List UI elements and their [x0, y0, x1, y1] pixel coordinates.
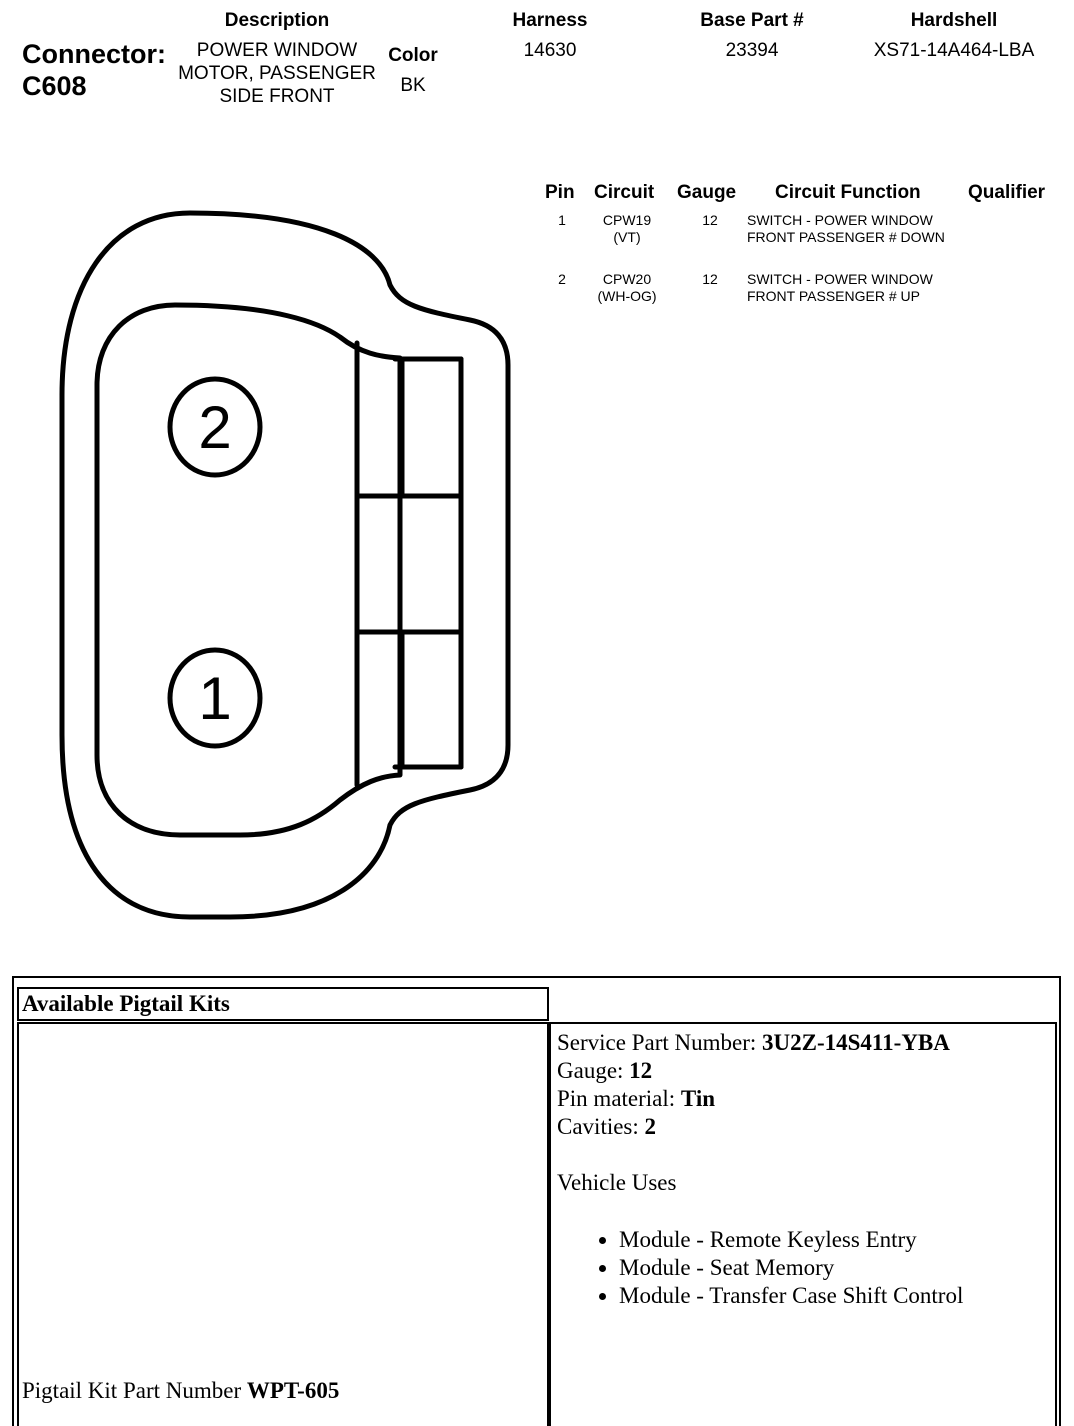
connector-id: C608 — [22, 71, 87, 101]
table-row-circuit: CPW19 (VT) — [602, 212, 652, 245]
vehicle-uses-list — [557, 1226, 1051, 1310]
pin-column-header: Pin — [545, 182, 575, 203]
table-row-gauge: 12 — [702, 271, 718, 287]
harness-value: 14630 — [523, 40, 577, 61]
color-header: Color — [388, 45, 438, 66]
pin-2-label: 2 — [198, 394, 232, 461]
pigtail-title: Available Pigtail Kits — [22, 991, 230, 1016]
description-header: Description — [224, 10, 330, 31]
list-item: • Module - Remote Keyless Entry — [619, 1226, 1051, 1254]
pin-material-detail: Pin material: Tin — [557, 1086, 716, 1111]
gauge-detail: Gauge: 12 — [557, 1058, 653, 1083]
color-value: BK — [400, 75, 426, 96]
table-row-gauge: 12 — [702, 212, 718, 228]
connector-title — [22, 38, 166, 102]
pigtail-details-cell — [549, 1022, 1057, 1426]
pin-1-label: 1 — [198, 665, 232, 732]
service-part-number: Service Part Number: 3U2Z-14S411-YBA — [557, 1030, 950, 1055]
list-item: • Module - Transfer Case Shift Control — [619, 1282, 1051, 1310]
circuit-column-header: Circuit — [594, 182, 655, 203]
pigtail-kit-part-number: Pigtail Kit Part Number WPT-605 — [22, 1378, 340, 1403]
pigtail-kit-cell — [17, 1022, 549, 1426]
table-row-pin: 1 — [558, 212, 566, 228]
hardshell-header: Hardshell — [910, 10, 998, 31]
qualifier-column-header: Qualifier — [968, 182, 1046, 203]
base-part-value: 23394 — [725, 40, 779, 61]
table-row-pin: 2 — [558, 271, 566, 287]
vehicle-uses-heading: Vehicle Uses — [557, 1170, 677, 1195]
table-row-circuit: CPW20 (WH-OG) — [597, 271, 657, 304]
cavities-detail: Cavities: 2 — [557, 1114, 657, 1139]
connector-label: Connector: — [22, 39, 166, 69]
table-row-function: SWITCH - POWER WINDOW FRONT PASSENGER # UP — [747, 271, 933, 304]
gauge-column-header: Gauge — [677, 182, 737, 203]
pigtail-title-cell — [17, 987, 549, 1021]
base-part-header: Base Part # — [700, 10, 804, 31]
list-item: • Module - Seat Memory — [619, 1254, 1051, 1282]
hardshell-value: XS71-14A464-LBA — [873, 40, 1035, 61]
table-row-function: SWITCH - POWER WINDOW FRONT PASSENGER # DOWN — [747, 212, 945, 245]
description-value: POWER WINDOW MOTOR, PASSENGER SIDE FRONT — [178, 40, 376, 107]
connector-face-diagram — [40, 205, 520, 925]
circuit-function-column-header: Circuit Function — [775, 182, 921, 203]
harness-header: Harness — [512, 10, 588, 31]
